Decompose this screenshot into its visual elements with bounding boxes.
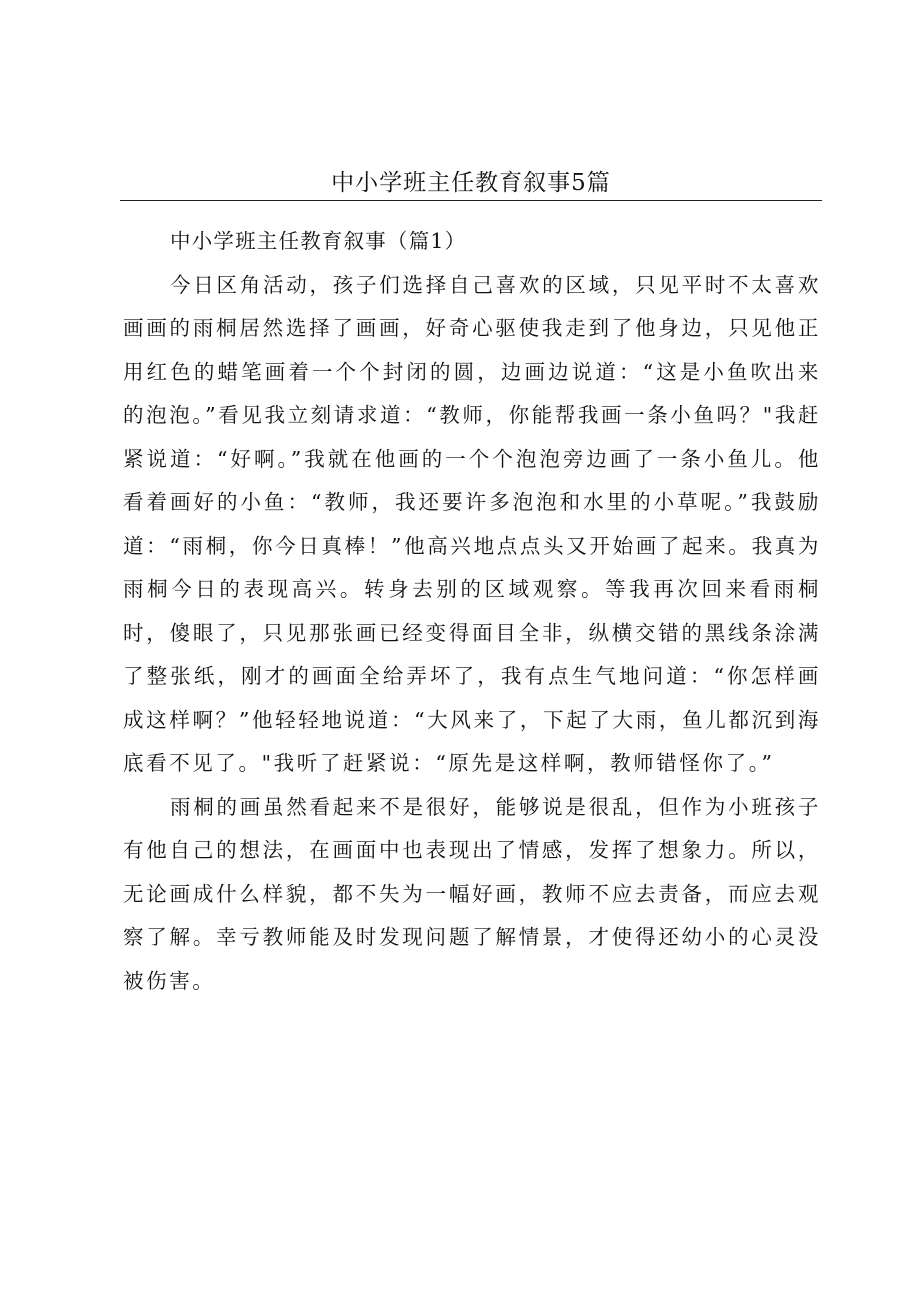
paragraph-1: 今日区角活动，孩子们选择自己喜欢的区域，只见平时不太喜欢画画的雨桐居然选择了画画，好奇心驱使我走到了他身边，只见他正用红色的蜡笔画着一个个封闭的圆，边画边说道：“这是小鱼吹出来的泡泡。”看见我立刻请求道：“教师，你能帮我画一条小鱼吗？"我赶紧说道：“好啊。”我就在他画的一个个泡泡旁边画了一条小鱼儿。他看着画好的小鱼：“教师，我还要许多泡泡和水里的小草呢。”我鼓励道：“雨桐，你今日真棒！”他高兴地点点头又开始画了起来。我真为雨桐今日的表现高兴。转身去别的区域观察。等我再次回来看雨桐时，傻眼了，只见那张画已经变得面目全非，纵横交错的黑线条涂满了整张纸，刚才的画面全给弄坏了，我有点生气地问道：“你怎样画成这样啊？”他轻轻地说道：“大风来了，下起了大雨，鱼儿都沉到海底看不见了。"我听了赶紧说：“原先是这样啊，教师错怪你了。” bbox=[123, 272, 821, 775]
document-title: 中小学班主任教育叙事5篇 bbox=[120, 166, 822, 201]
section-heading: 中小学班主任教育叙事（篇1） bbox=[170, 229, 467, 253]
document-body bbox=[123, 220, 821, 1003]
paragraph-2: 雨桐的画虽然看起来不是很好，能够说是很乱，但作为小班孩子有他自己的想法，在画面中也表现出了情感，发挥了想象力。所以，无论画成什么样貌，都不失为一幅好画，教师不应去责备，而应去观察了解。幸亏教师能及时发现问题了解情景，才使得还幼小的心灵没被伤害。 bbox=[123, 794, 821, 993]
